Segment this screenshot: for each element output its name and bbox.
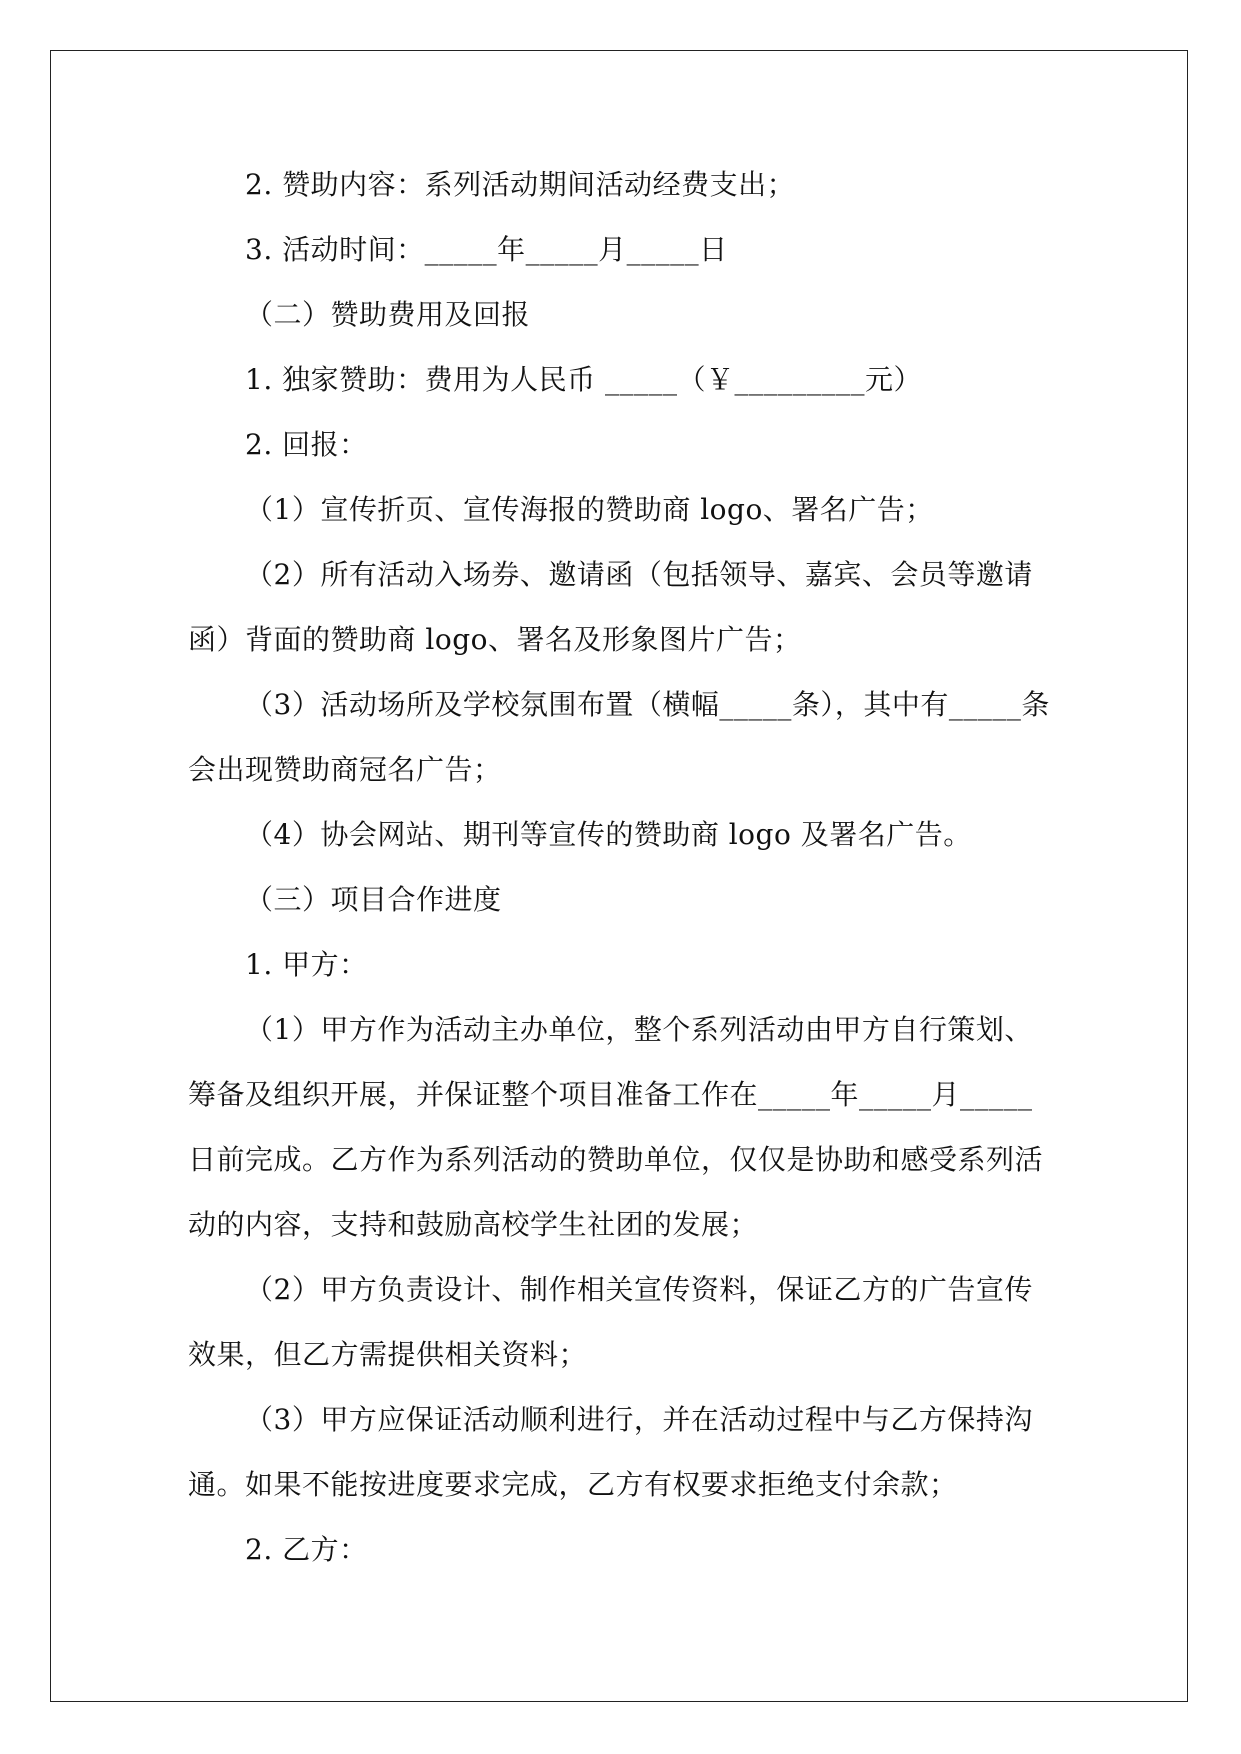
paragraph-line: （3）活动场所及学校氛围布置（横幅_____条），其中有_____条: [245, 688, 1050, 721]
paragraph-line: 日前完成。乙方作为系列活动的赞助单位，仅仅是协助和感受系列活: [188, 1143, 1044, 1176]
paragraph-line: 会出现赞助商冠名广告；: [188, 753, 502, 786]
paragraph-line: 动的内容，支持和鼓励高校学生社团的发展；: [188, 1208, 759, 1241]
document-body: [188, 152, 1058, 1582]
paragraph-line: （3）甲方应保证活动顺利进行，并在活动过程中与乙方保持沟: [245, 1403, 1033, 1436]
paragraph-line: 筹备及组织开展，并保证整个项目准备工作在_____年_____月_____: [188, 1078, 1033, 1111]
section-heading: （二）赞助费用及回报: [245, 298, 531, 331]
paragraph-line: 2. 回报：: [245, 428, 368, 461]
paragraph-line: 1. 独家赞助：费用为人民币 _____（￥_________元）: [245, 363, 923, 396]
paragraph-line: 3. 活动时间：_____年_____月_____日: [245, 233, 728, 266]
paragraph-line: （1）甲方作为活动主办单位，整个系列活动由甲方自行策划、: [245, 1013, 1033, 1046]
paragraph-line: （2）甲方负责设计、制作相关宣传资料，保证乙方的广告宣传: [245, 1273, 1033, 1306]
paragraph-line: 函）背面的赞助商 logo、署名及形象图片广告；: [188, 623, 802, 656]
paragraph-line: 效果，但乙方需提供相关资料；: [188, 1338, 588, 1371]
section-heading: （三）项目合作进度: [245, 883, 502, 916]
paragraph-line: （2）所有活动入场券、邀请函（包括领导、嘉宾、会员等邀请: [245, 558, 1033, 591]
paragraph-line: 2. 赞助内容：系列活动期间活动经费支出；: [245, 168, 796, 201]
paragraph-line: 1. 甲方：: [245, 948, 368, 981]
paragraph-line: （1）宣传折页、宣传海报的赞助商 logo、署名广告；: [245, 493, 934, 526]
paragraph-line: 2. 乙方：: [245, 1533, 368, 1566]
paragraph-line: 通。如果不能按进度要求完成，乙方有权要求拒绝支付余款；: [188, 1468, 958, 1501]
paragraph-line: （4）协会网站、期刊等宣传的赞助商 logo 及署名广告。: [245, 818, 972, 851]
